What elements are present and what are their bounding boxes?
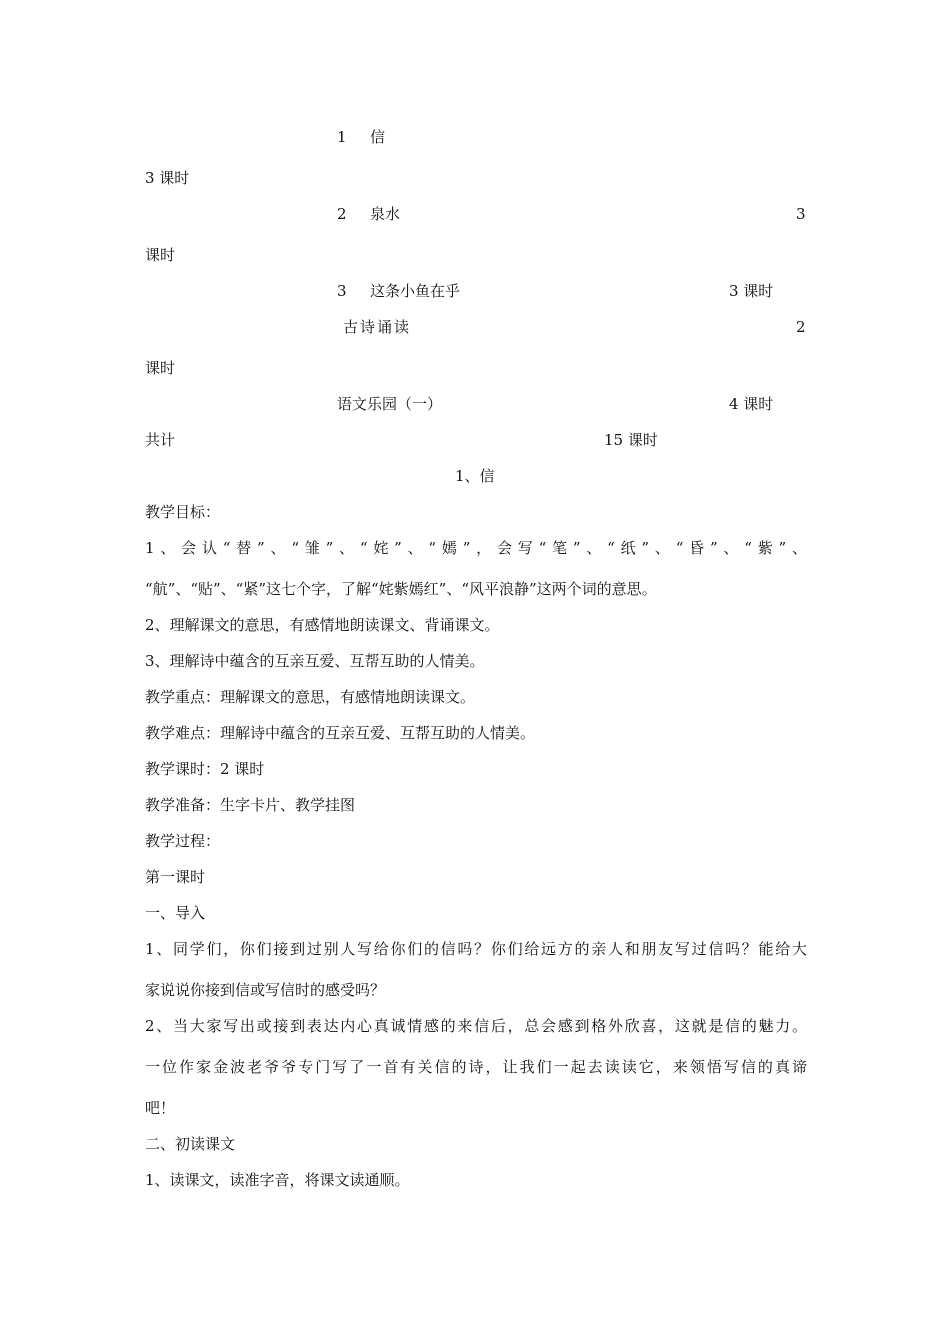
objectives-label: 教学目标： [145,503,221,521]
difficulty: 教学难点：理解诗中蕴含的互亲互爱、互帮互助的人情美。 [145,724,536,742]
schedule-row-4-title: 古诗诵读 [343,318,412,336]
section-2-heading: 二、初读课文 [145,1135,236,1153]
section-1-heading: 一、导入 [145,904,206,922]
schedule-row-2-hours-number: 3 [796,205,806,223]
schedule-row-1-num: 1 [337,128,347,146]
schedule-row-1-title: 信 [370,128,386,146]
intro-2-line-1: 2、当大家写出或接到表达内心真诚情感的来信后，总会感到格外欣喜，这就是信的魅力。 [145,1017,807,1035]
objective-1-line-1: 1、会认“替”、“雏”、“姹”、“嫣”，会写“笔”、“纸”、“昏”、“紫”、 [145,539,807,557]
intro-2-line-2: 一位作家金波老爷爷专门写了一首有关信的诗，让我们一起去读读它，来领悟写信的真谛 [145,1058,807,1076]
schedule-row-1-hours: 3 课时 [145,169,190,187]
schedule-row-5-title: 语文乐园（一） [337,395,443,413]
objective-3: 3、理解诗中蕴含的互亲互爱、互帮互助的人情美。 [145,652,485,670]
schedule-row-5-hours: 4 课时 [729,395,774,413]
intro-1-line-1: 1、同学们，你们接到过别人写给你们的信吗？你们给远方的亲人和朋友写过信吗？能给大 [145,940,807,958]
lesson-title: 1、信 [455,467,495,485]
teaching-hours: 教学课时：2 课时 [145,760,265,778]
objective-2: 2、理解课文的意思，有感情地朗读课文、背诵课文。 [145,616,500,634]
first-period-heading: 第一课时 [145,868,206,886]
teaching-preparation: 教学准备：生字卡片、教学挂图 [145,796,356,814]
schedule-row-2-num: 2 [337,205,347,223]
process-label: 教学过程： [145,832,221,850]
schedule-row-4-hours-number: 2 [796,318,806,336]
schedule-total-label: 共计 [145,431,176,449]
schedule-row-3-hours: 3 课时 [729,282,774,300]
schedule-total-hours: 15 课时 [604,431,658,449]
read-step-1: 1、读课文，读准字音，将课文读通顺。 [145,1171,410,1189]
objective-1-line-2: “航”、“贴”、“紧”这七个字，了解“姹紫嫣红”、“风平浪静”这两个词的意思。 [145,580,657,598]
key-point: 教学重点：理解课文的意思，有感情地朗读课文。 [145,688,476,706]
intro-1-line-2: 家说说你接到信或写信时的感受吗？ [145,981,386,999]
schedule-row-4-hours-unit: 课时 [145,359,176,377]
intro-2-line-3: 吧！ [145,1099,176,1117]
schedule-row-2-hours-unit: 课时 [145,246,176,264]
schedule-row-3-num: 3 [337,282,347,300]
schedule-row-2-title: 泉水 [370,205,401,223]
schedule-row-3-title: 这条小鱼在乎 [370,282,461,300]
